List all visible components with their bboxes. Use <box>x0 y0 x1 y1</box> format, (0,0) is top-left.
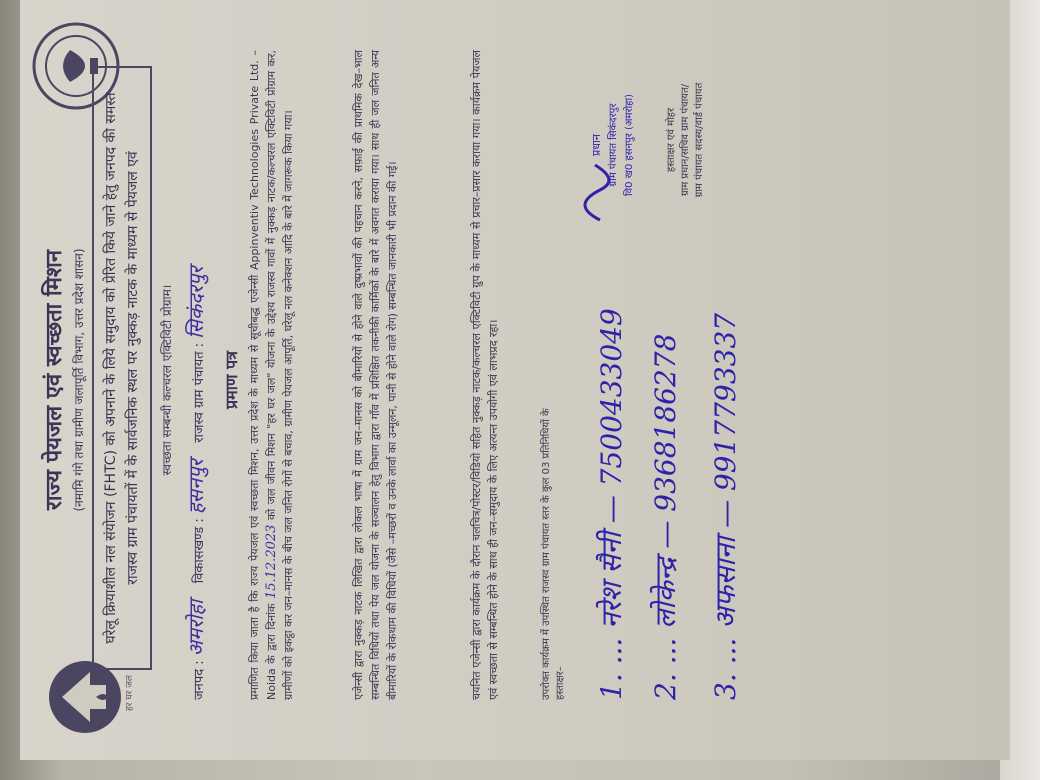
panchayat-value: सिकंदरपुर <box>184 266 208 339</box>
attendee-row: 1. ... नरेश सैनी — 7500433049 <box>595 308 628 700</box>
program-subline: स्वच्छता सम्बन्धी कल्चरल एक्टिविटी प्रोग्राम। <box>160 284 174 476</box>
program-description-box: घरेलू क्रियाशील नल संयोजन (FHTC) को अपनाने के लिये समुदाय को प्रेरित किये जाने हेतु जनपद की समस्त राजस्व ग्राम पंचायतों में के सार्वजनिक स्थल पर नुक्कड़ नाटक के माध्यम से पेयजल एवं <box>92 66 152 670</box>
certificate-document <box>20 0 1010 760</box>
document-subtitle: (नमामि गंगे तथा ग्रामीण जलापूर्ति विभाग, उत्तर प्रदेश शासन) <box>72 248 86 512</box>
panchayat-label: राजस्व ग्राम पंचायत : <box>192 342 207 443</box>
block-label: विकासखण्ड : <box>192 518 207 584</box>
sign-label: हस्ताक्षर एवं मोहर <box>666 107 677 173</box>
district-label: जनपद : <box>192 660 207 700</box>
paragraph-1-end: को जल जीवन मिशन "हर घर जल" योजना के उद्देश्य राजस्व गावों में नुक्कड़ नाटक/कल्चरल एक्टिविटी प्रोग्राम कर, ग्रामीणों को इकट्ठा कर जन–मानस के बीच जल जनित रोगों से बचाव, ग्रामीण पेयजल आपूर्ति, घरेलू नल कनेक्शन आदि के बारे में जागरूक किया गया। <box>265 49 295 700</box>
designation-line-2: ग्राम पंचायत सदस्य/वार्ड पंचायत <box>694 82 705 198</box>
stamp-line-3: वि0 ख0 हसनपुर (अमरोहा) <box>624 94 635 196</box>
paragraph-2: एजेन्सी द्वारा नुक्कड़ नाटक लिखित द्वारा लोकल भाषा में ग्राम जन–मानस को बीमारियों से होने वाले दुष्प्रभावों की पहचान करने, सफ़ाई की प्राथमिक देख–भाल सम्बन्धित विधियों तथा पेय जल योजना के सञ्चालन हेतु विभाग द्वारा गाँव में प्रशिक्षित तकनीकी कार्मिकों के बारे में अवगत कराया गया। साथ ही जल जनित अन्य बीमारियों के रोकथाम की विधियों (जैसे –मच्छरों व उनके लार्वा का उन्मूलन, पानी से होने वाले रोग) सम्बन्धित जानकारी भी प्रदान की गई। <box>352 50 399 700</box>
paragraph-1-start: प्रमाणित किया जाता है कि राज्य पेयजल एवं स्वच्छता मिशन, उत्तर प्रदेश के माध्यम से सूचीबद्ध एजेन्सी Appinventiv Technologies Private Ltd. – Noida के द्वारा दिनांक <box>248 50 278 700</box>
document-title: राज्य पेयजल एवं स्वच्छता मिशन <box>42 249 67 511</box>
stamp-line-2: ग्राम पंचायत सिकंदरपुर <box>608 103 619 187</box>
paragraph-1 <box>246 50 297 700</box>
certificate-heading: प्रमाण पत्र <box>222 351 241 409</box>
stamp-line-1: प्रधान <box>590 134 603 156</box>
program-date: 15.12.2023 <box>264 524 279 600</box>
designation-line-1: ग्राम प्रधान/सचिव ग्राम पंचायत/ <box>680 83 691 197</box>
attendees-intro: उपरोक्त कार्यक्रम में उपस्थित राजस्व ग्राम पंचायत स्तर के कुल 03 प्रतिनिधियों के हस्ताक्षर– <box>541 408 566 700</box>
official-stamp <box>560 50 650 240</box>
logo-caption: हर घर जल <box>125 675 135 711</box>
location-fields <box>182 50 209 700</box>
district-value: अमरोहा <box>184 599 208 657</box>
paragraph-3: चयनित एजेन्सी द्वारा कार्यक्रम के दौरान चलचित्र/पोस्टर/विडियो सहित नुक्कड़ नाटक/कल्चरल एक्टिविटी ग्रुप के माध्यम से प्रचार–प्रसार कराया गया। कार्यक्रम पेयजल एवं स्वच्छता से सम्बन्धित होने के साथ ही जन–समुदाय के लिए अत्यन्त उपयोगी एवं लाभप्रद रहा। <box>470 50 500 700</box>
block-value: हसनपुर <box>184 459 208 515</box>
official-signature-block <box>665 40 707 240</box>
attendee-row: 3. ... अफसाना — 9917793337 <box>709 312 742 700</box>
attendee-row: 2. ... लोकेन्द्र — 9368186278 <box>649 333 682 700</box>
